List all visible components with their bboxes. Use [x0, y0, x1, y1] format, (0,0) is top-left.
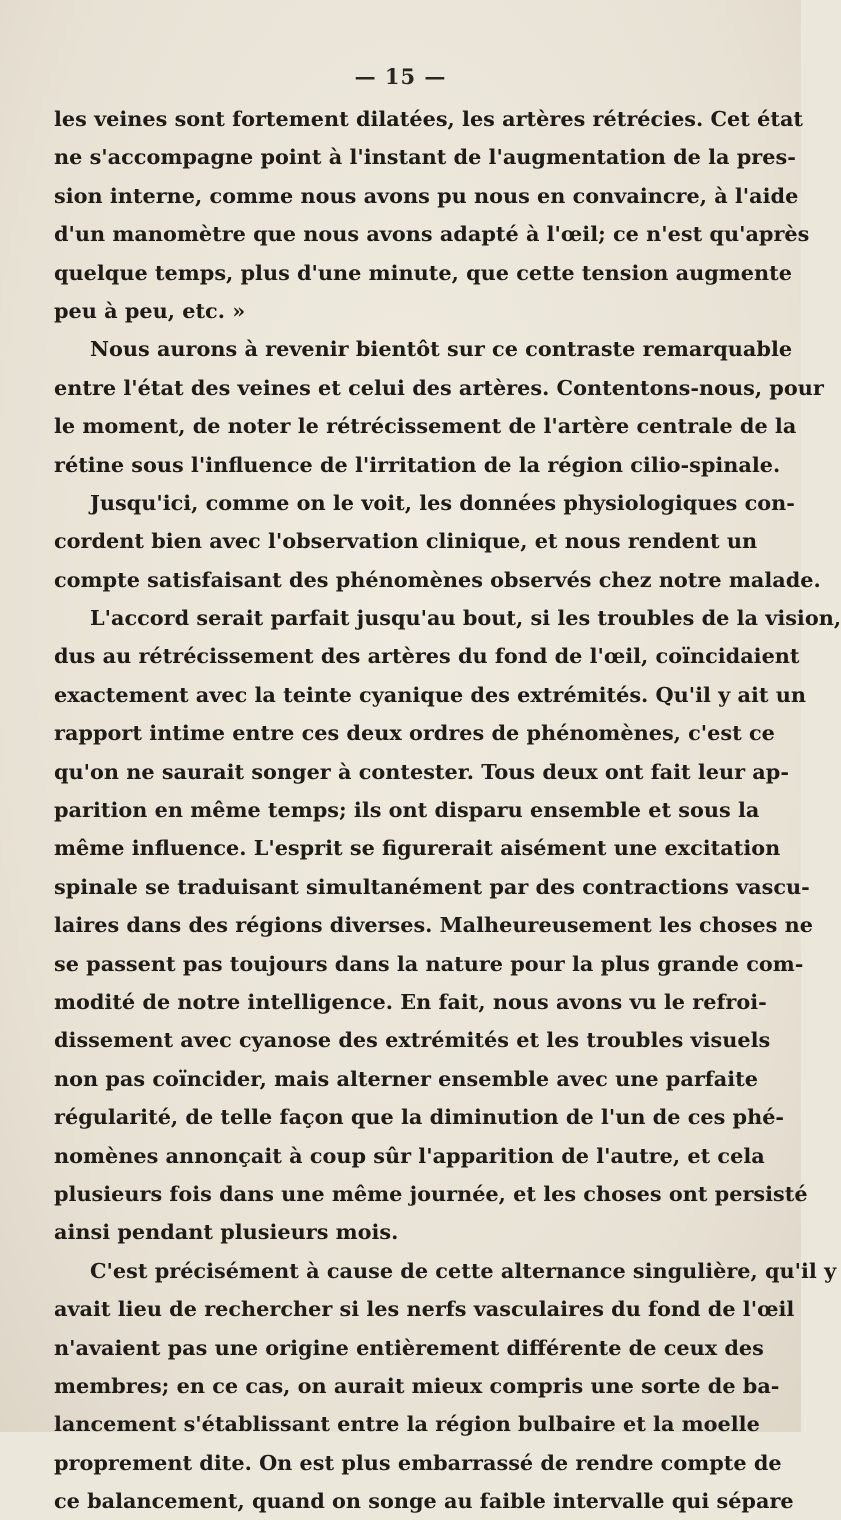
text-line: sion interne, comme nous avons pu nous en convaincre, à l'aide [54, 182, 799, 208]
text-line: spinale se traduisant simultanément par des contractions vascu- [54, 873, 810, 899]
text-line: exactement avec la teinte cyanique des extrémités. Qu'il y ait un [54, 681, 806, 707]
text-line: quelque temps, plus d'une minute, que cette tension augmente [54, 259, 792, 285]
page-number: — 15 — [354, 64, 447, 89]
text-line: C'est précisément à cause de cette alternance singulière, qu'il y [90, 1257, 837, 1283]
text-line: même influence. L'esprit se figurerait aisément une excitation [54, 835, 781, 861]
text-line: L'accord serait parfait jusqu'au bout, si les troubles de la vision, [90, 605, 841, 631]
text-line: le moment, de noter le rétrécissement de l'artère centrale de la [54, 413, 797, 439]
text-line: nomènes annonçait à coup sûr l'apparition de l'autre, et cela [54, 1142, 765, 1168]
text-line: laires dans des régions diverses. Malheureusement les choses ne [54, 912, 813, 938]
text-line: les veines sont fortement dilatées, les artères rétrécies. Cet état [54, 106, 804, 131]
text-line: d'un manomètre que nous avons adapté à l'œil; ce n'est qu'après [54, 221, 810, 247]
text-line: Nous aurons à revenir bientôt sur ce contraste remarquable [90, 336, 793, 362]
text-line: avait lieu de rechercher si les nerfs vasculaires du fond de l'œil [54, 1296, 795, 1322]
text-line: membres; en ce cas, on aurait mieux compris une sorte de ba- [54, 1372, 780, 1398]
text-line: ce balancement, quand on songe au faible intervalle qui sépare [54, 1488, 794, 1514]
text-line: régularité, de telle façon que la diminution de l'un de ces phé- [54, 1104, 785, 1130]
text-line: peu à peu, etc. » [54, 297, 246, 323]
text-line: proprement dite. On est plus embarrassé de rendre compte de [54, 1449, 782, 1475]
text-line: dus au rétrécissement des artères du fond de l'œil, coïncidaient [54, 643, 800, 669]
text-line: dissement avec cyanose des extrémités et les troubles visuels [54, 1027, 771, 1053]
text-line: Jusqu'ici, comme on le voit, les données physiologiques con- [90, 489, 795, 515]
text-line: plusieurs fois dans une même journée, et les choses ont persisté [54, 1180, 808, 1206]
text-line: parition en même temps; ils ont disparu ensemble et sous la [54, 797, 760, 823]
text-line: rétine sous l'influence de l'irritation de la région cilio-spinale. [54, 451, 781, 477]
text-line: cordent bien avec l'observation clinique, et nous rendent un [54, 528, 758, 554]
text-line: entre l'état des veines et celui des artères. Contentons-nous, pour [54, 374, 824, 400]
text-line: se passent pas toujours dans la nature pour la plus grande com- [54, 950, 804, 976]
text-line: qu'on ne saurait songer à contester. Tous deux ont fait leur ap- [54, 758, 789, 784]
text-line: rapport intime entre ces deux ordres de phénomènes, c'est ce [54, 720, 775, 746]
text-line: n'avaient pas une origine entièrement différente de ceux des [54, 1334, 764, 1360]
text-line: non pas coïncider, mais alterner ensemble avec une parfaite [54, 1065, 758, 1091]
text-line: ainsi pendant plusieurs mois. [54, 1219, 399, 1245]
text-line: ne s'accompagne point à l'instant de l'augmentation de la pres- [54, 144, 796, 170]
body-text [54, 100, 841, 1520]
text-line: modité de notre intelligence. En fait, nous avons vu le refroi- [54, 988, 767, 1014]
text-line: compte satisfaisant des phénomènes observés chez notre malade. [54, 566, 821, 592]
text-line: lancement s'établissant entre la région bulbaire et la moelle [54, 1411, 760, 1437]
